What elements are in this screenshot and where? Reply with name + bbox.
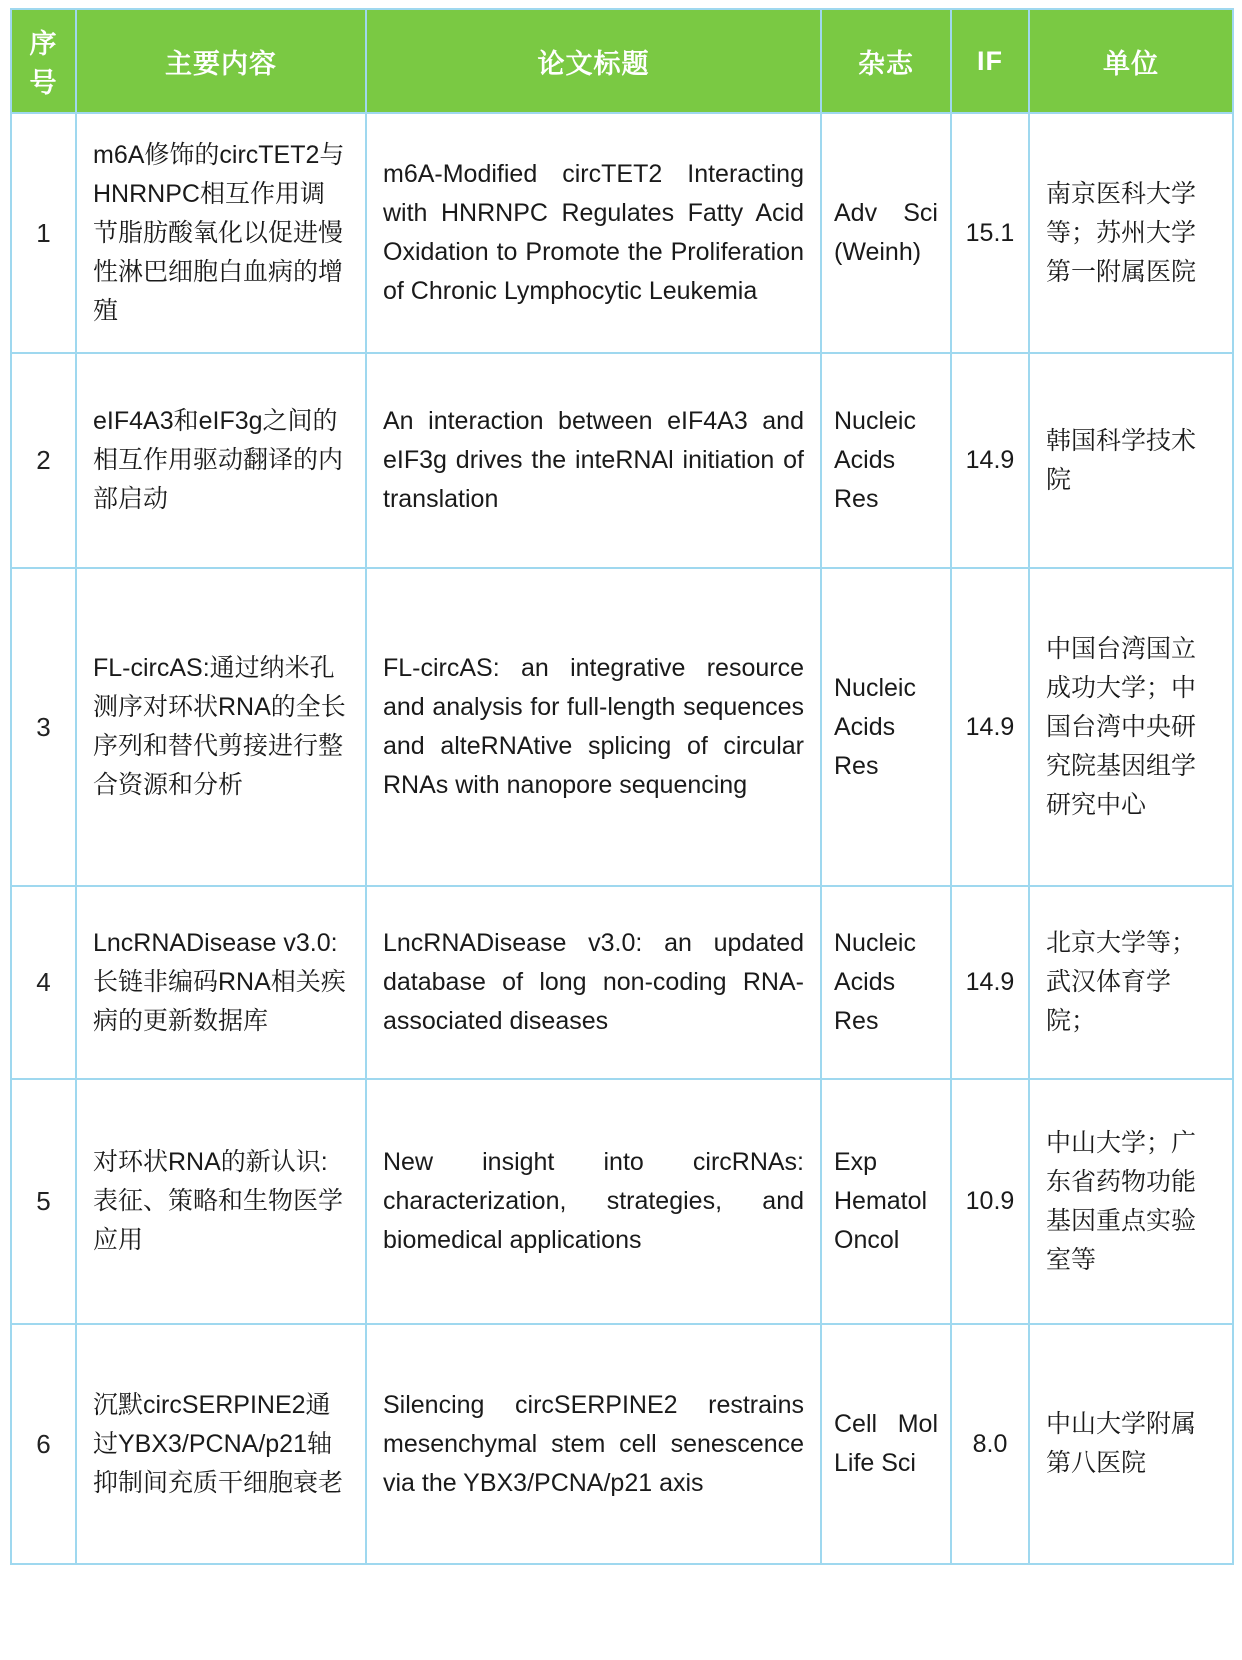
column-header-content: 主要内容	[76, 9, 366, 113]
cell-no: 2	[11, 353, 76, 568]
cell-if: 8.0	[951, 1324, 1029, 1564]
cell-no: 1	[11, 113, 76, 353]
header-row	[11, 9, 1233, 113]
cell-unit: 中山大学；广东省药物功能基因重点实验室等	[1029, 1079, 1233, 1324]
cell-title: An interaction between eIF4A3 and eIF3g drives the inteRNAl initiation of translation	[366, 353, 821, 568]
cell-unit: 韩国科学技术院	[1029, 353, 1233, 568]
table-row	[11, 1324, 1233, 1564]
cell-unit: 北京大学等；武汉体育学院；	[1029, 886, 1233, 1079]
table-row	[11, 886, 1233, 1079]
cell-content: 沉默circSERPINE2通过YBX3/PCNA/p21轴抑制间充质干细胞衰老	[76, 1324, 366, 1564]
cell-if: 14.9	[951, 353, 1029, 568]
column-header-unit: 单位	[1029, 9, 1233, 113]
cell-no: 3	[11, 568, 76, 886]
cell-if: 10.9	[951, 1079, 1029, 1324]
cell-if: 15.1	[951, 113, 1029, 353]
table-row	[11, 353, 1233, 568]
table-row	[11, 568, 1233, 886]
cell-no: 5	[11, 1079, 76, 1324]
column-header-no: 序号	[11, 9, 76, 113]
cell-no: 4	[11, 886, 76, 1079]
cell-journal: Exp Hematol Oncol	[821, 1079, 951, 1324]
column-header-journal: 杂志	[821, 9, 951, 113]
cell-journal: Adv Sci (Weinh)	[821, 113, 951, 353]
column-header-title: 论文标题	[366, 9, 821, 113]
cell-unit: 中国台湾国立成功大学；中国台湾中央研究院基因组学研究中心	[1029, 568, 1233, 886]
cell-title: m6A-Modified circTET2 Interacting with HNRNPC Regulates Fatty Acid Oxidation to Promote the Proliferation of Chronic Lymphocytic Leukemia	[366, 113, 821, 353]
cell-title: LncRNADisease v3.0: an updated database of long non-coding RNA-associated diseases	[366, 886, 821, 1079]
cell-content: 对环状RNA的新认识:表征、策略和生物医学应用	[76, 1079, 366, 1324]
cell-if: 14.9	[951, 568, 1029, 886]
paper-table	[10, 8, 1234, 1565]
cell-journal: Cell Mol Life Sci	[821, 1324, 951, 1564]
cell-journal: Nucleic Acids Res	[821, 886, 951, 1079]
cell-if: 14.9	[951, 886, 1029, 1079]
cell-title: Silencing circSERPINE2 restrains mesenchymal stem cell senescence via the YBX3/PCNA/p21 axis	[366, 1324, 821, 1564]
cell-title: New insight into circRNAs: characterization, strategies, and biomedical applications	[366, 1079, 821, 1324]
table-header	[11, 9, 1233, 113]
table-body	[11, 113, 1233, 1564]
table-row	[11, 1079, 1233, 1324]
cell-unit: 南京医科大学等；苏州大学第一附属医院	[1029, 113, 1233, 353]
cell-journal: Nucleic Acids Res	[821, 353, 951, 568]
cell-no: 6	[11, 1324, 76, 1564]
column-header-if: IF	[951, 9, 1029, 113]
cell-journal: Nucleic Acids Res	[821, 568, 951, 886]
cell-unit: 中山大学附属第八医院	[1029, 1324, 1233, 1564]
cell-content: FL-circAS:通过纳米孔测序对环状RNA的全长序列和替代剪接进行整合资源和分析	[76, 568, 366, 886]
cell-content: eIF4A3和eIF3g之间的相互作用驱动翻译的内部启动	[76, 353, 366, 568]
table-row	[11, 113, 1233, 353]
cell-content: LncRNADisease v3.0:长链非编码RNA相关疾病的更新数据库	[76, 886, 366, 1079]
cell-title: FL-circAS: an integrative resource and analysis for full-length sequences and alteRNAtive splicing of circular RNAs with nanopore sequencing	[366, 568, 821, 886]
cell-content: m6A修饰的circTET2与HNRNPC相互作用调节脂肪酸氧化以促进慢性淋巴细胞白血病的增殖	[76, 113, 366, 353]
